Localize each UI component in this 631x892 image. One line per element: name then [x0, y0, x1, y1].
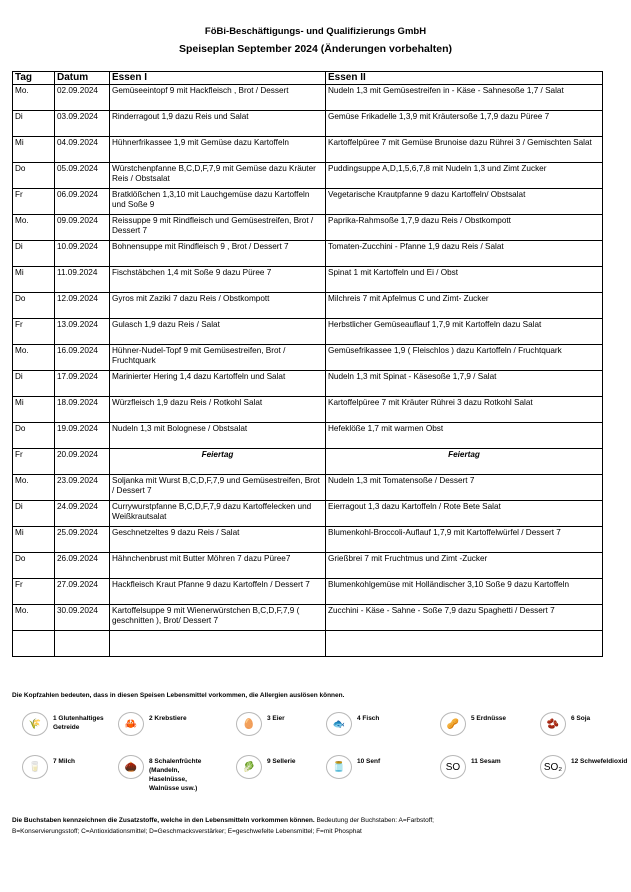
egg-icon: 🥚 [236, 712, 262, 736]
essen2-cell: Grießbrei 7 mit Fruchtmus und Zimt -Zucker [326, 553, 603, 579]
table-row [13, 527, 603, 553]
table-row [13, 163, 603, 189]
essen2-cell: Kartoffelpüree 7 mit Gemüse Brunoise dazu Rührei 3 / Gemischten Salat [326, 137, 603, 163]
date-cell: 02.09.2024 [55, 85, 110, 111]
allergen-label: 2 Krebstiere [149, 715, 187, 722]
tag-cell: Mo. [13, 85, 55, 111]
table-row [13, 605, 603, 631]
essen2-cell: Vegetarische Krautpfanne 9 dazu Kartoffeln/ Obstsalat [326, 189, 603, 215]
wheat-icon: 🌾 [22, 712, 48, 736]
allergen-label: 6 Soja [571, 715, 591, 722]
essen1-cell: Marinierter Hering 1,4 dazu Kartoffeln und Salat [110, 371, 326, 397]
date-cell: 26.09.2024 [55, 553, 110, 579]
mustard-icon: 🫙 [326, 755, 352, 779]
tag-cell: Mo. [13, 475, 55, 501]
table-row [13, 475, 603, 501]
essen2-cell: Blumenkohlgemüse mit Holländischer 3,10 Soße 9 dazu Kartoffeln [326, 579, 603, 605]
column-header-essen1: Essen I [110, 72, 326, 85]
essen1-cell: Fischstäbchen 1,4 mit Soße 9 dazu Püree 7 [110, 267, 326, 293]
table-row [13, 553, 603, 579]
tag-cell [13, 631, 55, 657]
essen1-cell: Currywurstpfanne B,C,D,F,7,9 dazu Kartoffelecken und Weißkrautsalat [110, 501, 326, 527]
essen2-cell: Nudeln 1,3 mit Tomatensoße / Dessert 7 [326, 475, 603, 501]
tag-cell: Do [13, 553, 55, 579]
table-row [13, 319, 603, 345]
date-cell: 25.09.2024 [55, 527, 110, 553]
table-row [13, 137, 603, 163]
tag-cell: Do [13, 293, 55, 319]
allergen-label: 10 Senf [357, 758, 381, 765]
date-cell: 20.09.2024 [55, 449, 110, 475]
allergen-item [326, 712, 379, 736]
essen1-cell: Geschnetzeltes 9 dazu Reis / Salat [110, 527, 326, 553]
date-cell [55, 631, 110, 657]
additives-line1: Bedeutung der Buchstaben: A=Farbstoff; [316, 817, 434, 824]
celery-icon: 🥬 [236, 755, 262, 779]
additives-footer [12, 815, 612, 837]
table-row [13, 267, 603, 293]
allergen-item [540, 712, 590, 736]
crab-icon: 🦀 [118, 712, 144, 736]
essen1-cell: Würstchenpfanne B,C,D,F,7,9 mit Gemüse dazu Kräuter Reis / Obstsalat [110, 163, 326, 189]
date-cell: 17.09.2024 [55, 371, 110, 397]
allergen-item [22, 712, 113, 736]
essen1-cell: Reissuppe 9 mit Rindfleisch und Gemüsestreifen, Brot / Dessert 7 [110, 215, 326, 241]
tag-cell: Fr [13, 189, 55, 215]
peanut-icon: 🥜 [440, 712, 466, 736]
tag-cell: Mi [13, 397, 55, 423]
table-row [13, 241, 603, 267]
date-cell: 16.09.2024 [55, 345, 110, 371]
essen2-cell: Nudeln 1,3 mit Gemüsestreifen in - Käse - Sahnesoße 1,7 / Salat [326, 85, 603, 111]
table-row [13, 215, 603, 241]
tag-cell: Fr [13, 319, 55, 345]
date-cell: 18.09.2024 [55, 397, 110, 423]
tag-cell: Mi [13, 267, 55, 293]
table-row [13, 501, 603, 527]
date-cell: 10.09.2024 [55, 241, 110, 267]
essen2-cell: Zucchini - Käse - Sahne - Soße 7,9 dazu Spaghetti / Dessert 7 [326, 605, 603, 631]
tag-cell: Fr [13, 449, 55, 475]
table-row [13, 397, 603, 423]
date-cell: 03.09.2024 [55, 111, 110, 137]
essen1-cell: Bohnensuppe mit Rindfleisch 9 , Brot / Dessert 7 [110, 241, 326, 267]
essen1-cell: Gulasch 1,9 dazu Reis / Salat [110, 319, 326, 345]
allergen-label: 3 Eier [267, 715, 285, 722]
tag-cell: Di [13, 501, 55, 527]
allergen-item [236, 755, 296, 779]
tag-cell: Di [13, 241, 55, 267]
essen2-cell: Spinat 1 mit Kartoffeln und Ei / Obst [326, 267, 603, 293]
tag-cell: Do [13, 423, 55, 449]
company-name: FöBi-Beschäftigungs- und Qualifizierungs GmbH [204, 26, 427, 37]
allergen-label: 12 Schwefeldioxid [571, 758, 628, 765]
date-cell: 06.09.2024 [55, 189, 110, 215]
table-row [13, 449, 603, 475]
essen1-cell: Gyros mit Zaziki 7 dazu Reis / Obstkompott [110, 293, 326, 319]
sesame-icon: SO [440, 755, 466, 779]
allergen-label: 11 Sesam [471, 758, 501, 765]
allergen-item [440, 755, 501, 779]
essen2-cell: Puddingsuppe A,D,1,5,6,7,8 mit Nudeln 1,3 und Zimt Zucker [326, 163, 603, 189]
essen1-cell: Soljanka mit Wurst B,C,D,F,7,9 und Gemüsestreifen, Brot / Dessert 7 [110, 475, 326, 501]
date-cell: 09.09.2024 [55, 215, 110, 241]
menu-table [12, 71, 603, 657]
tag-cell: Mo. [13, 345, 55, 371]
table-row [13, 371, 603, 397]
column-header-tag: Tag [13, 72, 55, 85]
tag-cell: Mi [13, 137, 55, 163]
date-cell: 13.09.2024 [55, 319, 110, 345]
allergen-label: 5 Erdnüsse [471, 715, 507, 722]
date-cell: 11.09.2024 [55, 267, 110, 293]
date-cell: 30.09.2024 [55, 605, 110, 631]
tag-cell: Di [13, 371, 55, 397]
essen2-cell: Milchreis 7 mit Apfelmus C und Zimt- Zucker [326, 293, 603, 319]
additives-note: Die Buchstaben kennzeichnen die Zusatzstoffe, welche in den Lebensmitteln vorkommen können. [12, 817, 315, 824]
tag-cell: Do [13, 163, 55, 189]
date-cell: 19.09.2024 [55, 423, 110, 449]
essen1-cell: Hackfleisch Kraut Pfanne 9 dazu Kartoffeln / Dessert 7 [110, 579, 326, 605]
additives-line2: B=Konservierungsstoff; C=Antioxidationsmittel; D=Geschmacksverstärker; E=geschwefelte Lebensmittel; F=mit Phosphat [12, 828, 362, 835]
tag-cell: Mo. [13, 215, 55, 241]
page-title: Speiseplan September 2024 (Änderungen vorbehalten) [178, 43, 453, 55]
table-row [13, 579, 603, 605]
allergen-item [236, 712, 285, 736]
essen1-cell [110, 631, 326, 657]
essen1-cell: Hühner-Nudel-Topf 9 mit Gemüsestreifen, Brot / Fruchtquark [110, 345, 326, 371]
allergen-label: 7 Milch [53, 758, 76, 765]
essen2-cell: Eierragout 1,3 dazu Kartoffeln / Rote Bete Salat [326, 501, 603, 527]
allergen-item [440, 712, 506, 736]
essen1-cell: Feiertag [110, 449, 326, 475]
essen1-cell: Hühnerfrikassee 1,9 mit Gemüse dazu Kartoffeln [110, 137, 326, 163]
essen2-cell: Herbstlicher Gemüseauflauf 1,7,9 mit Kartoffeln dazu Salat [326, 319, 603, 345]
milk-icon: 🥛 [22, 755, 48, 779]
allergen-item [118, 712, 187, 736]
essen2-cell: Feiertag [326, 449, 603, 475]
soy-icon: 🫘 [540, 712, 566, 736]
allergen-legend-intro: Die Kopfzahlen bedeuten, dass in diesen Speisen Lebensmittel vorkommen, die Allergien auslösen können. [12, 692, 345, 699]
table-row [13, 111, 603, 137]
allergen-label: 1 Glutenhaltiges Getreide [53, 715, 104, 731]
essen2-cell: Blumenkohl-Broccoli-Auflauf 1,7,9 mit Kartoffelwürfel / Dessert 7 [326, 527, 603, 553]
essen2-cell: Paprika-Rahmsoße 1,7,9 dazu Reis / Obstkompott [326, 215, 603, 241]
date-cell: 05.09.2024 [55, 163, 110, 189]
date-cell: 23.09.2024 [55, 475, 110, 501]
allergen-label: 8 Schalenfrüchte (Mandeln, Haselnüsse, Walnüsse usw.) [149, 758, 202, 792]
date-cell: 24.09.2024 [55, 501, 110, 527]
allergen-label: 4 Fisch [357, 715, 380, 722]
essen1-cell: Hähnchenbrust mit Butter Möhren 7 dazu Püree7 [110, 553, 326, 579]
table-row [13, 423, 603, 449]
column-header-essen2: Essen II [326, 72, 603, 85]
tag-cell: Fr [13, 579, 55, 605]
allergen-label: 9 Sellerie [267, 758, 296, 765]
essen2-cell: Tomaten-Zucchini - Pfanne 1,9 dazu Reis / Salat [326, 241, 603, 267]
allergen-item [118, 755, 209, 793]
sulfite-icon: SO₂ [540, 755, 566, 779]
table-row [13, 293, 603, 319]
essen1-cell: Gemüseeintopf 9 mit Hackfleisch , Brot / Dessert [110, 85, 326, 111]
tag-cell: Di [13, 111, 55, 137]
table-header-row [13, 72, 603, 85]
allergen-item [326, 755, 380, 779]
essen2-cell: Hefeklöße 1,7 mit warmen Obst [326, 423, 603, 449]
nut-icon: 🌰 [118, 755, 144, 779]
date-cell: 04.09.2024 [55, 137, 110, 163]
table-row [13, 631, 603, 657]
essen2-cell: Gemüse Frikadelle 1,3,9 mit Kräutersoße 1,7,9 dazu Püree 7 [326, 111, 603, 137]
table-row [13, 189, 603, 215]
table-row [13, 345, 603, 371]
allergen-item [540, 755, 627, 779]
essen2-cell: Kartoffelpüree 7 mit Kräuter Rührei 3 dazu Rotkohl Salat [326, 397, 603, 423]
allergen-item [22, 755, 75, 779]
date-cell: 12.09.2024 [55, 293, 110, 319]
essen1-cell: Bratklößchen 1,3,10 mit Lauchgemüse dazu Kartoffeln und Soße 9 [110, 189, 326, 215]
essen1-cell: Würzfleisch 1,9 dazu Reis / Rotkohl Salat [110, 397, 326, 423]
essen2-cell [326, 631, 603, 657]
tag-cell: Mi [13, 527, 55, 553]
essen2-cell: Gemüsefrikassee 1,9 ( Fleischlos ) dazu Kartoffeln / Fruchtquark [326, 345, 603, 371]
essen2-cell: Nudeln 1,3 mit Spinat - Käsesoße 1,7,9 / Salat [326, 371, 603, 397]
fish-icon: 🐟 [326, 712, 352, 736]
column-header-datum: Datum [55, 72, 110, 85]
essen1-cell: Kartoffelsuppe 9 mit Wienerwürstchen B,C,D,F,7,9 ( geschnitten ), Brot/ Dessert 7 [110, 605, 326, 631]
date-cell: 27.09.2024 [55, 579, 110, 605]
tag-cell: Mo. [13, 605, 55, 631]
essen1-cell: Nudeln 1,3 mit Bolognese / Obstsalat [110, 423, 326, 449]
table-row [13, 85, 603, 111]
essen1-cell: Rinderragout 1,9 dazu Reis und Salat [110, 111, 326, 137]
